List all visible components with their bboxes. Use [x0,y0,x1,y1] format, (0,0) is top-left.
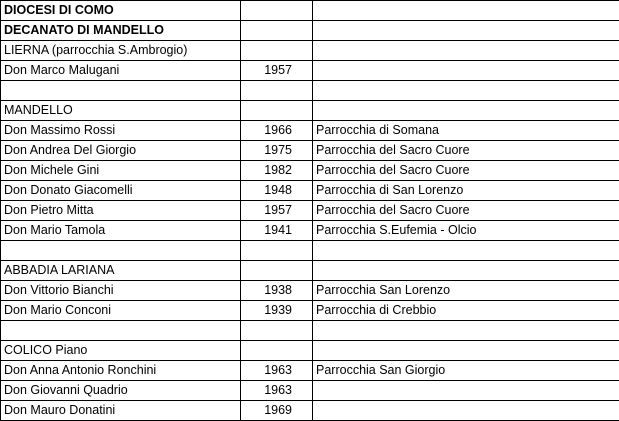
cell-name[interactable] [1,241,241,261]
cell-name[interactable]: Don Marco Malugani [1,61,241,81]
cell-parish[interactable] [313,261,619,281]
table-row [1,101,619,121]
cell-name[interactable]: Don Vittorio Bianchi [1,281,241,301]
table-row [1,381,619,401]
table-row [1,281,619,301]
cell-parish[interactable]: Parrocchia San Giorgio [313,361,619,381]
cell-name[interactable]: Don Mario Conconi [1,301,241,321]
cell-name[interactable]: DIOCESI DI COMO [1,1,241,21]
cell-name[interactable]: Don Michele Gini [1,161,241,181]
cell-year[interactable]: 1966 [241,121,313,141]
cell-name[interactable]: Don Anna Antonio Ronchini [1,361,241,381]
table-row [1,221,619,241]
table-row [1,241,619,261]
cell-name[interactable] [1,321,241,341]
cell-year[interactable]: 1941 [241,221,313,241]
cell-name[interactable]: Don Massimo Rossi [1,121,241,141]
cell-name[interactable]: COLICO Piano [1,341,241,361]
table-row [1,1,619,21]
cell-parish[interactable]: Parrocchia di Crebbio [313,301,619,321]
cell-year[interactable] [241,81,313,101]
cell-parish[interactable] [313,81,619,101]
table-row [1,401,619,421]
cell-parish[interactable] [313,101,619,121]
table-row [1,181,619,201]
cell-parish[interactable]: Parrocchia San Lorenzo [313,281,619,301]
cell-year[interactable] [241,341,313,361]
cell-parish[interactable] [313,21,619,41]
cell-year[interactable]: 1963 [241,361,313,381]
cell-year[interactable]: 1957 [241,201,313,221]
table-row [1,121,619,141]
cell-year[interactable]: 1975 [241,141,313,161]
cell-name[interactable]: ABBADIA LARIANA [1,261,241,281]
table-row [1,261,619,281]
cell-year[interactable]: 1969 [241,401,313,421]
cell-year[interactable]: 1957 [241,61,313,81]
table-row [1,341,619,361]
cell-parish[interactable]: Parrocchia del Sacro Cuore [313,201,619,221]
cell-year[interactable]: 1948 [241,181,313,201]
cell-parish[interactable]: Parrocchia S.Eufemia - Olcio [313,221,619,241]
cell-year[interactable] [241,101,313,121]
cell-parish[interactable]: Parrocchia del Sacro Cuore [313,141,619,161]
table-row [1,161,619,181]
cell-parish[interactable] [313,61,619,81]
table-row [1,361,619,381]
cell-parish[interactable] [313,241,619,261]
cell-parish[interactable] [313,381,619,401]
cell-parish[interactable] [313,41,619,61]
cell-year[interactable] [241,21,313,41]
cell-year[interactable]: 1982 [241,161,313,181]
cell-year[interactable]: 1939 [241,301,313,321]
cell-name[interactable] [1,81,241,101]
cell-year[interactable] [241,261,313,281]
table-row [1,61,619,81]
cell-year[interactable]: 1963 [241,381,313,401]
table-row [1,41,619,61]
table-row [1,301,619,321]
cell-parish[interactable] [313,401,619,421]
cell-name[interactable]: Don Pietro Mitta [1,201,241,221]
cell-year[interactable] [241,241,313,261]
cell-name[interactable]: Don Mauro Donatini [1,401,241,421]
table-row [1,81,619,101]
cell-parish[interactable] [313,1,619,21]
cell-parish[interactable]: Parrocchia di Somana [313,121,619,141]
table-row [1,321,619,341]
table-row [1,201,619,221]
table-body [1,1,619,421]
cell-year[interactable] [241,41,313,61]
cell-parish[interactable]: Parrocchia del Sacro Cuore [313,161,619,181]
cell-name[interactable]: MANDELLO [1,101,241,121]
cell-year[interactable] [241,1,313,21]
cell-name[interactable]: Don Giovanni Quadrio [1,381,241,401]
table-row [1,141,619,161]
table-row [1,21,619,41]
cell-parish[interactable]: Parrocchia di San Lorenzo [313,181,619,201]
cell-name[interactable]: DECANATO DI MANDELLO [1,21,241,41]
cell-year[interactable] [241,321,313,341]
cell-year[interactable]: 1938 [241,281,313,301]
cell-name[interactable]: Don Donato Giacomelli [1,181,241,201]
cell-parish[interactable] [313,321,619,341]
cell-parish[interactable] [313,341,619,361]
cell-name[interactable]: Don Mario Tamola [1,221,241,241]
cell-name[interactable]: LIERNA (parrocchia S.Ambrogio) [1,41,241,61]
cell-name[interactable]: Don Andrea Del Giorgio [1,141,241,161]
